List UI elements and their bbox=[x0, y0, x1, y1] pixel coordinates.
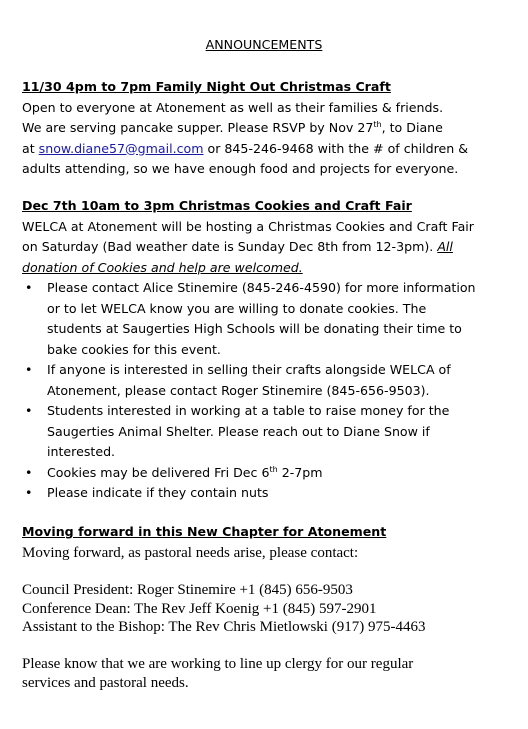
cookie-fair-bullet-list bbox=[22, 278, 512, 504]
contact-line: Assistant to the Bishop: The Rev Chris Mietlowski (917) 975-4463 bbox=[22, 619, 426, 635]
cookie-fair-section bbox=[22, 196, 512, 504]
new-chapter-section bbox=[22, 522, 512, 543]
bullet-icon: • bbox=[25, 280, 33, 295]
email-link[interactable]: snow.diane57@gmail.com bbox=[38, 140, 204, 156]
family-night-heading: 11/30 4pm to 7pm Family Night Out Christmas Craft bbox=[22, 79, 391, 94]
family-night-line-2: We are serving pancake supper. Please RSVP by Nov 27th, to Diane bbox=[22, 119, 443, 135]
cookie-fair-heading: Dec 7th 10am to 3pm Christmas Cookies and Craft Fair bbox=[22, 198, 412, 213]
family-night-line-1: Open to everyone at Atonement as well as their families & friends. bbox=[22, 99, 444, 115]
list-item: • Cookies may be delivered Fri Dec 6th 2-7pm bbox=[22, 463, 512, 484]
closing-line-2: services and pastoral needs. bbox=[22, 674, 189, 691]
list-item: • Students interested in working at a table to raise money for the Saugerties Animal Shelter. Please reach out to Diane Snow if interested. bbox=[25, 403, 450, 459]
family-night-section bbox=[22, 77, 512, 180]
closing-line-1: Please know that we are working to line up clergy for our regular bbox=[22, 656, 414, 672]
list-item: • If anyone is interested in selling their crafts alongside WELCA of Atonement, please contact Roger Stinemire (845-656-9503). bbox=[25, 362, 451, 398]
list-item: • Please contact Alice Stinemire (845-246-4590) for more information or to let WELCA know you are willing to donate cookies. The students at Saugerties High Schools will be donating their time to bake cookies for this event. bbox=[25, 280, 476, 357]
family-night-line-4: adults attending, so we have enough food and projects for everyone. bbox=[22, 161, 459, 176]
bullet-icon: • bbox=[25, 362, 33, 377]
list-item: • Please indicate if they contain nuts bbox=[22, 483, 512, 504]
contact-line: Conference Dean: The Rev Jeff Koenig +1 (845) 597-2901 bbox=[22, 600, 377, 617]
contact-line: Council President: Roger Stinemire +1 (845) 656-9503 bbox=[22, 582, 353, 598]
page-title: ANNOUNCEMENTS bbox=[205, 37, 323, 52]
new-chapter-body bbox=[22, 544, 512, 692]
cookie-fair-line-3: donation of Cookies and help are welcomed. bbox=[22, 259, 303, 275]
cookie-fair-line-1: WELCA at Atonement will be hosting a Christmas Cookies and Craft Fair bbox=[22, 218, 474, 234]
cookie-fair-line-2: on Saturday (Bad weather date is Sunday Dec 8th from 12-3pm). All bbox=[22, 239, 453, 254]
bullet-icon: • bbox=[25, 403, 33, 418]
family-night-line-3: at snow.diane57@gmail.com or 845-246-9468 with the # of children & bbox=[22, 140, 469, 156]
bullet-icon: • bbox=[25, 464, 33, 480]
new-chapter-heading: Moving forward in this New Chapter for Atonement bbox=[22, 524, 387, 539]
bullet-icon: • bbox=[25, 485, 33, 500]
new-chapter-intro: Moving forward, as pastoral needs arise, please contact: bbox=[22, 545, 359, 561]
